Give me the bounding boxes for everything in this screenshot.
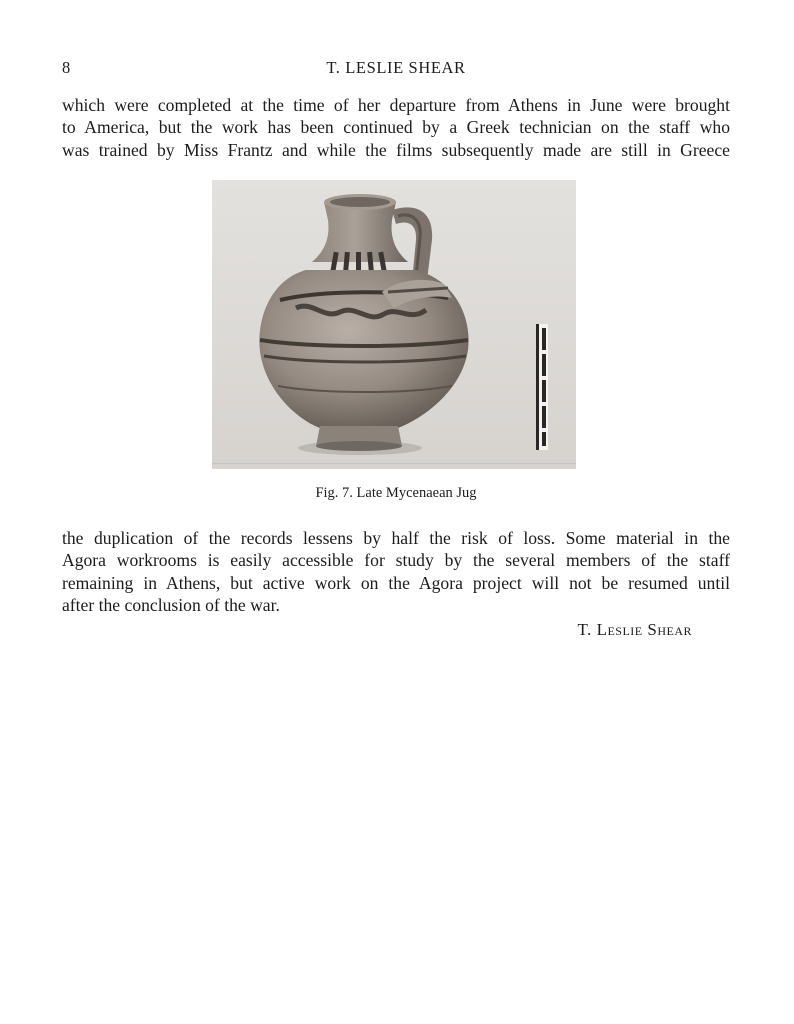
- figure-photo-jug: [212, 180, 576, 469]
- paragraph-line: to America, but the work has been continued by a Greek technician on the staff who: [62, 117, 730, 138]
- paragraph-line: the duplication of the records lessens by half the risk of loss. Some material in the: [62, 528, 730, 548]
- figure-caption: Fig. 7. Late Mycenaean Jug: [315, 485, 477, 501]
- paragraph-line: after the conclusion of the war.: [62, 595, 280, 616]
- jug-photograph: [212, 180, 576, 469]
- paragraph-line: was trained by Miss Frantz and while the films subsequently made are still in Greece: [62, 139, 730, 160]
- paragraph-line: remaining in Athens, but active work on the Agora project will not be resumed until: [62, 572, 730, 593]
- author-signature: T. Leslie Shear: [577, 620, 692, 639]
- page-number: 8: [62, 58, 71, 77]
- paragraph-2: [62, 527, 730, 617]
- paragraph-line: Agora workrooms is easily accessible for study by the several members of the staff: [62, 550, 730, 571]
- running-header: [62, 58, 730, 80]
- paragraph-line: which were completed at the time of her departure from Athens in June were brought: [62, 95, 730, 115]
- paragraph-1: [62, 94, 730, 161]
- running-title: T. LESLIE SHEAR: [326, 58, 466, 77]
